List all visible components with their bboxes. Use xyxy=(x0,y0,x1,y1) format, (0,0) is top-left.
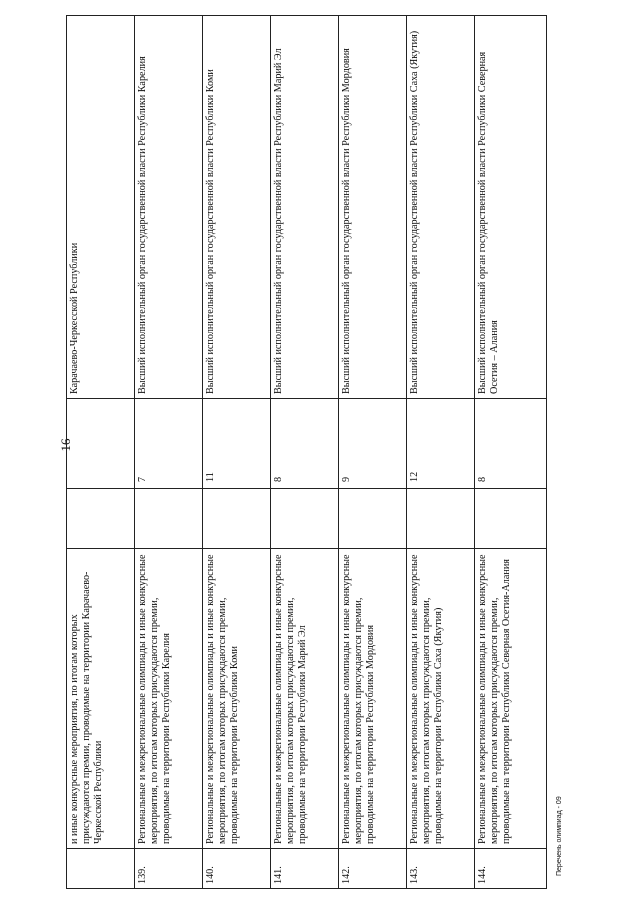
quantity-cell xyxy=(67,399,135,489)
row-number-cell: 139. xyxy=(135,849,203,889)
level-cell xyxy=(407,489,475,549)
olympiad-name-cell: Региональные и межрегиональные олимпиады и иные конкурсные мероприятия, по итогам которых присуждаются премии, проводимые на территории Республики Северная Осетия-Алания xyxy=(475,549,547,849)
level-cell xyxy=(339,489,407,549)
olympiad-name-cell: и иные конкурсные мероприятия, по итогам которых присуждаются премии, проводимые на территории Карачаево-Черкесской Республики xyxy=(67,549,135,849)
level-cell xyxy=(271,489,339,549)
olympiad-name-cell: Региональные и межрегиональные олимпиады и иные конкурсные мероприятия, по итогам которых присуждаются премии, проводимые на территории Республики Саха (Якутия) xyxy=(407,549,475,849)
quantity-cell: 12 xyxy=(407,399,475,489)
olympiad-name-cell: Региональные и межрегиональные олимпиады и иные конкурсные мероприятия, по итогам которых присуждаются премии, проводимые на территории Республики Мордовия xyxy=(339,549,407,849)
row-number-cell: 140. xyxy=(203,849,271,889)
table-row xyxy=(271,16,339,889)
row-number-cell: 142. xyxy=(339,849,407,889)
table-row xyxy=(135,16,203,889)
olympiad-table-container xyxy=(66,16,546,889)
organizer-cell: Высший исполнительный орган государственной власти Республики Карелия xyxy=(135,16,203,399)
quantity-cell: 8 xyxy=(475,399,547,489)
level-cell xyxy=(135,489,203,549)
page-number: 16 xyxy=(58,438,73,452)
table-row xyxy=(475,16,547,889)
level-cell xyxy=(475,489,547,549)
organizer-cell: Высший исполнительный орган государственной власти Республики Саха (Якутия) xyxy=(407,16,475,399)
olympiad-table-body xyxy=(67,16,547,889)
level-cell xyxy=(67,489,135,549)
organizer-cell: Высший исполнительный орган государственной власти Республики Северная Осетия – Алания xyxy=(475,16,547,399)
olympiad-name-cell: Региональные и межрегиональные олимпиады и иные конкурсные мероприятия, по итогам которых присуждаются премии, проводимые на территории Республики Карелия xyxy=(135,549,203,849)
row-number-cell: 143. xyxy=(407,849,475,889)
row-number-cell xyxy=(67,849,135,889)
row-number-cell: 144. xyxy=(475,849,547,889)
organizer-cell: Высший исполнительный орган государственной власти Республики Мордовия xyxy=(339,16,407,399)
row-number-cell: 141. xyxy=(271,849,339,889)
quantity-cell: 8 xyxy=(271,399,339,489)
table-row xyxy=(203,16,271,889)
olympiad-table xyxy=(66,15,547,889)
table-row xyxy=(67,16,135,889)
olympiad-name-cell: Региональные и межрегиональные олимпиады и иные конкурсные мероприятия, по итогам которых присуждаются премии, проводимые на территории Республики Коми xyxy=(203,549,271,849)
table-row xyxy=(339,16,407,889)
quantity-cell: 9 xyxy=(339,399,407,489)
organizer-cell: Высший исполнительный орган государственной власти Республики Коми xyxy=(203,16,271,399)
table-row xyxy=(407,16,475,889)
olympiad-name-cell: Региональные и межрегиональные олимпиады и иные конкурсные мероприятия, по итогам которых присуждаются премии, проводимые на территории Республики Марий Эл xyxy=(271,549,339,849)
organizer-cell: Карачаево-Черкесской Республики xyxy=(67,16,135,399)
quantity-cell: 7 xyxy=(135,399,203,489)
footer-label: Перечень олимпиад - 09 xyxy=(556,796,563,876)
level-cell xyxy=(203,489,271,549)
quantity-cell: 11 xyxy=(203,399,271,489)
organizer-cell: Высший исполнительный орган государственной власти Республики Марий Эл xyxy=(271,16,339,399)
